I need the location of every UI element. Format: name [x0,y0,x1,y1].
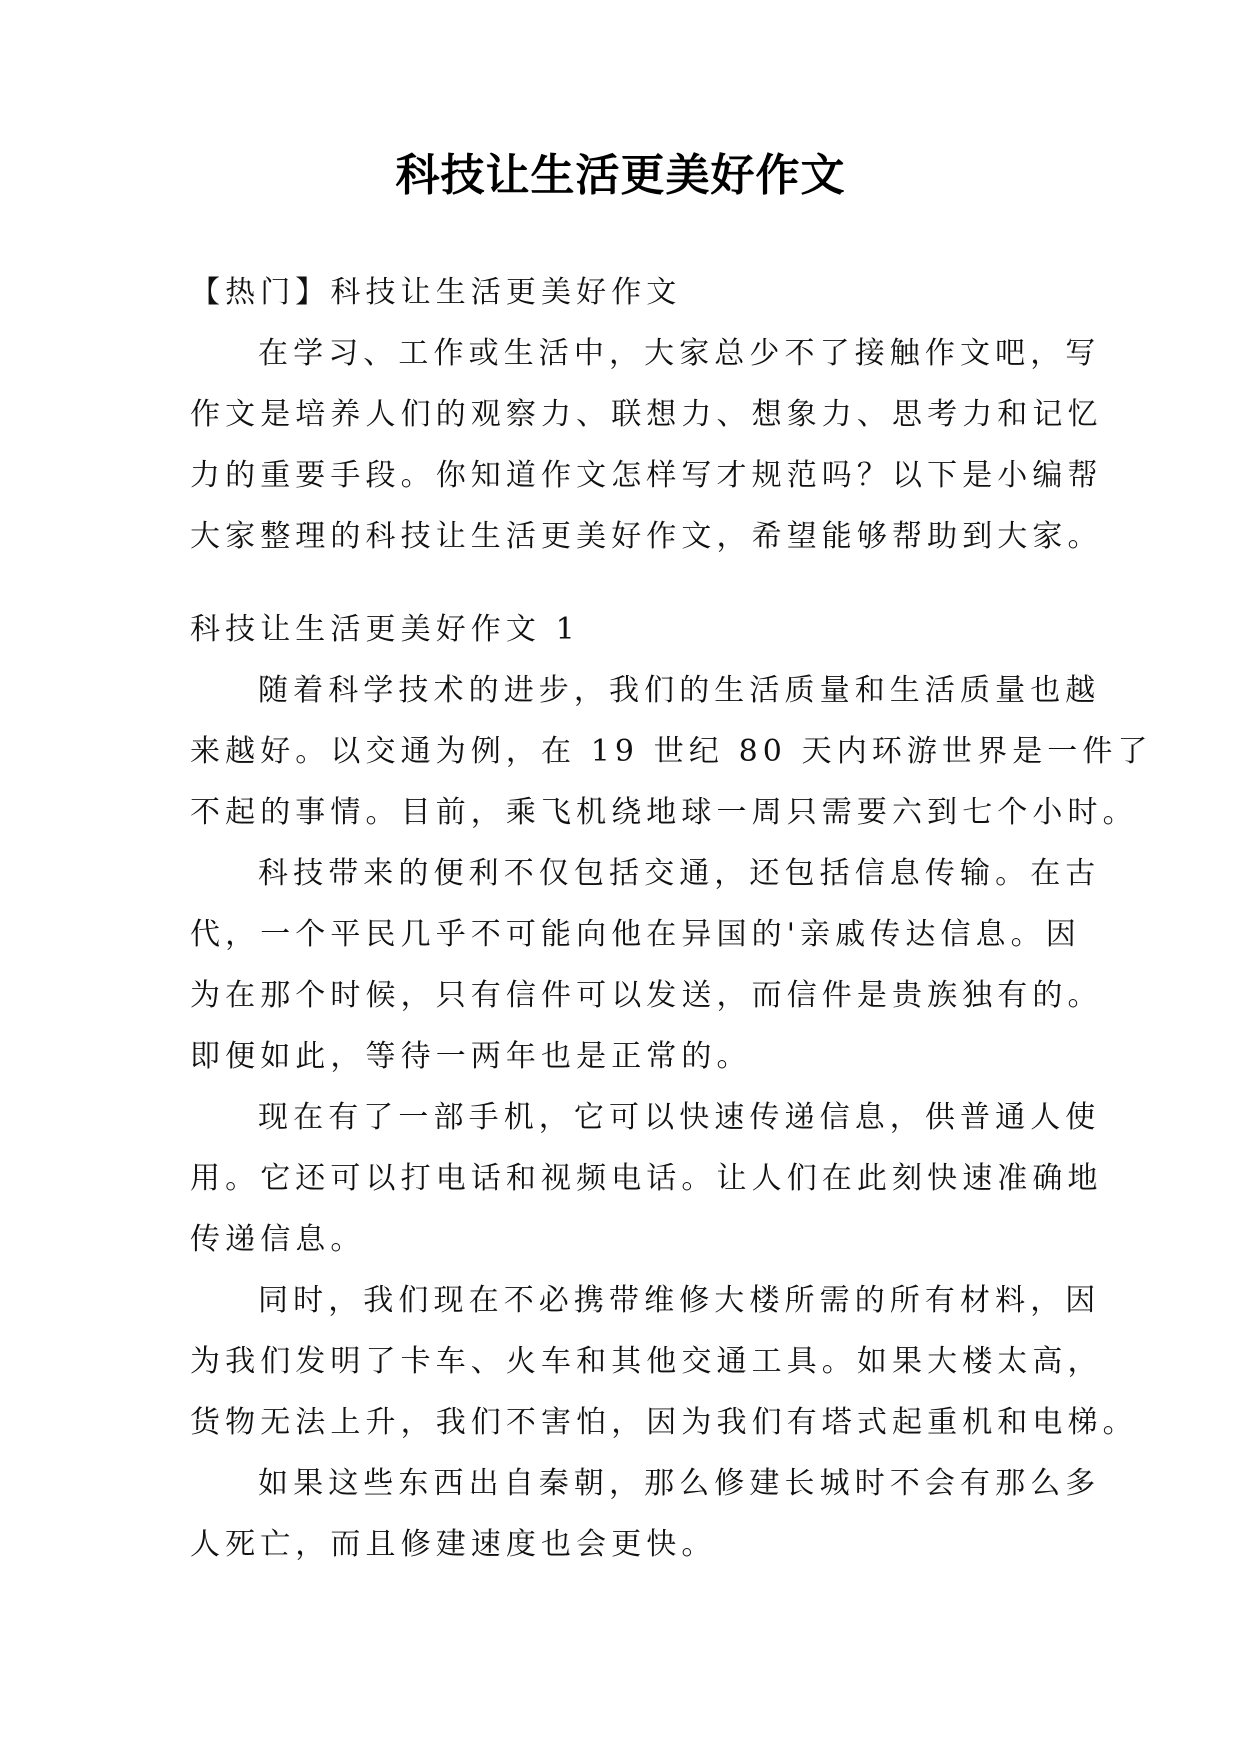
paragraph4-line-3: 货物无法上升，我们不害怕，因为我们有塔式起重机和电梯。 [190,1405,1138,1440]
intro-line-4: 大家整理的科技让生活更美好作文，希望能够帮助到大家。 [190,519,1103,554]
intro-line-2: 作文是培养人们的观察力、联想力、想象力、思考力和记忆 [190,397,1103,432]
paragraph1-line-1: 随着科学技术的进步，我们的生活质量和生活质量也越 [258,673,1101,708]
intro-line-3: 力的重要手段。你知道作文怎样写才规范吗？以下是小编帮 [190,458,1103,493]
heading-line: 【热门】科技让生活更美好作文 [190,275,682,310]
paragraph5-line-1: 如果这些东西出自秦朝，那么修建长城时不会有那么多 [258,1466,1101,1501]
paragraph1-line-3: 不起的事情。目前，乘飞机绕地球一周只需要六到七个小时。 [190,795,1138,830]
section-gap [190,567,1070,599]
paragraph4-line-2: 为我们发明了卡车、火车和其他交通工具。如果大楼太高， [190,1344,1103,1379]
section-title: 科技让生活更美好作文 1 [190,612,580,647]
paragraph3-line-2: 用。它还可以打电话和视频电话。让人们在此刻快速准确地 [190,1161,1103,1196]
document-title: 科技让生活更美好作文 [395,150,846,201]
paragraph2-line-3: 为在那个时候，只有信件可以发送，而信件是贵族独有的。 [190,978,1103,1013]
paragraph4-line-1: 同时，我们现在不必携带维修大楼所需的所有材料，因 [258,1283,1101,1318]
paragraph2-line-4: 即便如此，等待一两年也是正常的。 [190,1039,752,1074]
paragraph3-line-3: 传递信息。 [190,1222,366,1257]
paragraph2-line-1: 科技带来的便利不仅包括交通，还包括信息传输。在古 [258,856,1101,891]
document-body [190,262,1153,1575]
paragraph1-line-2: 来越好。以交通为例，在 19 世纪 80 天内环游世界是一件了 [190,734,1153,769]
paragraph3-line-1: 现在有了一部手机，它可以快速传递信息，供普通人使 [258,1100,1101,1135]
paragraph2-line-2: 代，一个平民几乎不可能向他在异国的'亲戚传达信息。因 [190,917,1081,952]
intro-line-1: 在学习、工作或生活中，大家总少不了接触作文吧，写 [258,336,1101,371]
paragraph5-line-2: 人死亡，而且修建速度也会更快。 [190,1527,717,1562]
